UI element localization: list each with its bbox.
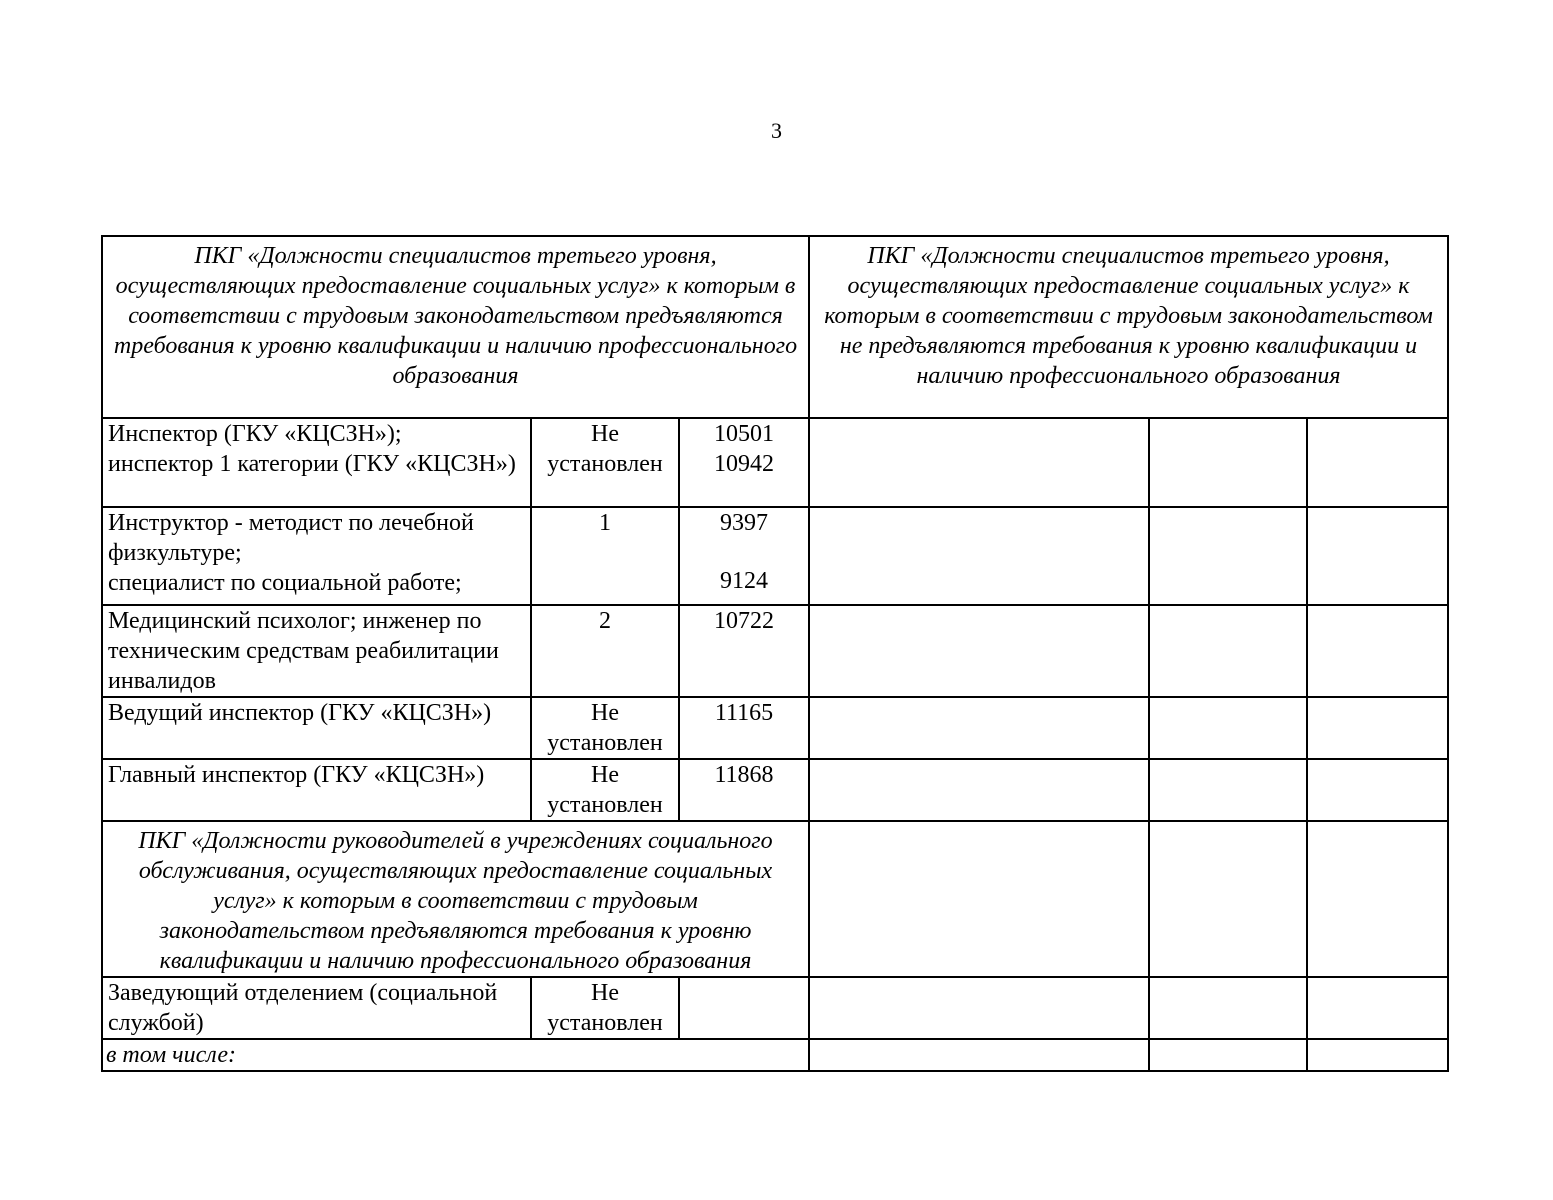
table-row (102, 605, 1448, 697)
level-cell: Не установлен (531, 977, 679, 1039)
empty-cell (1307, 759, 1448, 821)
level-cell: 2 (531, 605, 679, 697)
empty-cell (809, 697, 1149, 759)
salary-cell: 10722 (679, 605, 809, 697)
salary-cell: 11165 (679, 697, 809, 759)
subnote-row (102, 1039, 1448, 1071)
empty-cell (1149, 697, 1307, 759)
level-cell: Не установлен (531, 759, 679, 821)
empty-cell (1149, 977, 1307, 1039)
empty-cell (1307, 605, 1448, 697)
salary-table (101, 235, 1449, 1072)
salary-cell (679, 418, 809, 507)
salary-value: 10942 (714, 451, 774, 477)
empty-cell (1149, 605, 1307, 697)
section-header-row (102, 821, 1448, 977)
position-text: инспектор 1 категории (ГКУ «КЦСЗН») (108, 451, 516, 477)
section2-header: ПКГ «Должности руководителей в учреждениях социального обслуживания, осуществляющих предоставление социальных услуг» к которым в соответствии с трудовым законодательством предъявляются требования к уровню квалификации и наличию профессионального образования (102, 821, 809, 977)
position-text: специалист по социальной работе; (108, 570, 462, 596)
empty-cell (1307, 507, 1448, 605)
level-cell: Не установлен (531, 418, 679, 507)
empty-cell (1149, 759, 1307, 821)
empty-cell (809, 1039, 1149, 1071)
position-cell: Главный инспектор (ГКУ «КЦСЗН») (102, 759, 531, 821)
salary-cell: 11868 (679, 759, 809, 821)
position-cell: Медицинский психолог; инженер по техническим средствам реабилитации инвалидов (102, 605, 531, 697)
header-right: ПКГ «Должности специалистов третьего уровня, осуществляющих предоставление социальных услуг» к которым в соответствии с трудовым законодательством не предъявляются требования к уровню квалификации и наличию профессионального образования (809, 236, 1448, 418)
table-row (102, 418, 1448, 507)
empty-cell (809, 821, 1149, 977)
empty-cell (809, 418, 1149, 507)
empty-cell (1307, 418, 1448, 507)
empty-cell (679, 977, 809, 1039)
subnote-text: в том числе: (102, 1039, 809, 1071)
header-row (102, 236, 1448, 418)
position-cell: Заведующий отделением (социальной службой) (102, 977, 531, 1039)
empty-cell (1149, 418, 1307, 507)
table-row (102, 697, 1448, 759)
salary-value: 10501 (714, 421, 774, 447)
level-cell: Не установлен (531, 697, 679, 759)
salary-cell (679, 507, 809, 605)
position-cell (102, 418, 531, 507)
level-cell: 1 (531, 507, 679, 605)
page-number: 3 (771, 118, 782, 143)
position-cell (102, 507, 531, 605)
empty-cell (809, 759, 1149, 821)
empty-cell (1307, 977, 1448, 1039)
empty-cell (1307, 697, 1448, 759)
position-text: Инструктор - методист по лечебной физкультуре; (108, 510, 474, 566)
empty-cell (809, 977, 1149, 1039)
header-left: ПКГ «Должности специалистов третьего уровня, осуществляющих предоставление социальных услуг» к которым в соответствии с трудовым законодательством предъявляются требования к уровню квалификации и наличию профессионального образования (102, 236, 809, 418)
empty-cell (809, 507, 1149, 605)
salary-value: 9397 (720, 510, 768, 536)
empty-cell (1149, 507, 1307, 605)
table-row (102, 507, 1448, 605)
empty-cell (1307, 821, 1448, 977)
empty-cell (1149, 821, 1307, 977)
table-row (102, 977, 1448, 1039)
position-text: Инспектор (ГКУ «КЦСЗН»); (108, 421, 402, 447)
salary-value: 9124 (720, 568, 768, 594)
table-row (102, 759, 1448, 821)
empty-cell (1307, 1039, 1448, 1071)
empty-cell (809, 605, 1149, 697)
empty-cell (1149, 1039, 1307, 1071)
position-cell: Ведущий инспектор (ГКУ «КЦСЗН») (102, 697, 531, 759)
